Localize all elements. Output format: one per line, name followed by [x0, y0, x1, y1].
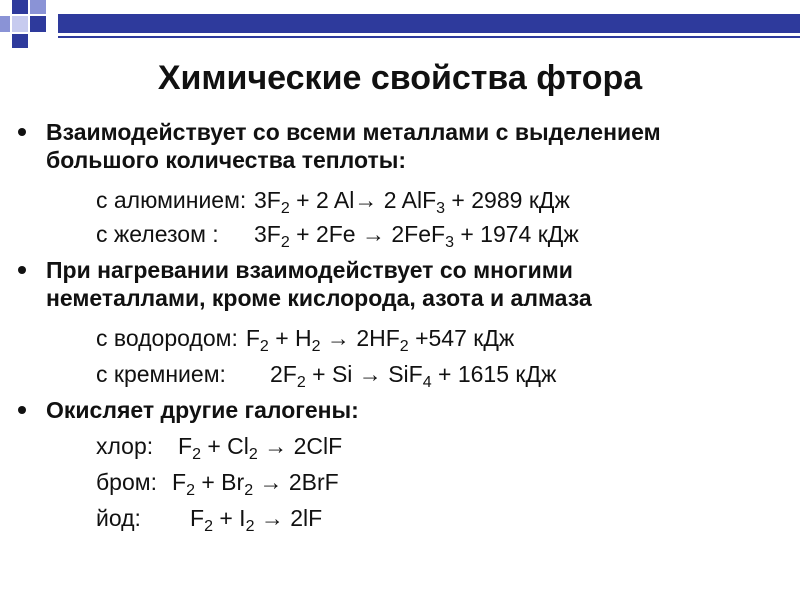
corner-square [0, 16, 10, 32]
equation-line [0, 186, 800, 217]
equation-label: с кремнием: [96, 361, 226, 387]
slide-title: Химические свойства фтора [157, 59, 643, 97]
corner-square [12, 34, 28, 48]
equation-line [0, 220, 800, 251]
bullet-dot [18, 406, 26, 414]
bullet-text: неметаллами, кроме кислорода, азота и алмаза [46, 285, 592, 311]
equation-label: йод: [96, 505, 141, 531]
corner-square [12, 0, 28, 14]
equation-formula: $F_2 + I_2 \to 2lF$ [190, 505, 323, 535]
bullet-text: Взаимодействует со всеми металлами с выделением [46, 119, 661, 145]
equation-label: с водородом: [96, 325, 238, 351]
equation-line [0, 504, 800, 535]
equation-line [0, 432, 800, 463]
corner-square [12, 16, 28, 32]
header-rule [58, 36, 800, 38]
bullet-item [0, 396, 800, 424]
corner-square [30, 0, 46, 14]
equation-label: хлор: [96, 433, 154, 459]
equation-label: с алюминием: [96, 187, 247, 213]
equation-formula: $3F_2 + 2$ Al→ 2 AlF$_3$ + 2989 кДж [254, 187, 570, 217]
equation-line [0, 324, 800, 355]
equation-line [0, 468, 800, 499]
equation-label: с железом : [96, 221, 219, 247]
equation-label: бром: [96, 469, 157, 495]
bullet-item [0, 256, 800, 312]
equation-formula: $F_2 + H_2 \to 2HF_2 +547$ кДж [245, 325, 515, 355]
equation-formula: $2F_2 + Si \to SiF_4 + 1615$ кДж [270, 361, 557, 391]
slide-content [0, 118, 800, 535]
corner-decoration [0, 0, 60, 50]
bullet-text: большого количества теплоты: [46, 147, 407, 173]
bullet-text: Окисляет другие галогены: [46, 397, 359, 423]
corner-square [30, 16, 46, 32]
bullet-item [0, 118, 800, 174]
equation-line [0, 360, 800, 391]
equation-formula: $F_2 + Br_2 \to 2BrF$ [172, 469, 339, 499]
bullet-dot [18, 128, 26, 136]
bullet-text: При нагревании взаимодействует со многими [46, 257, 573, 283]
equation-formula: $3F_2 + 2Fe \to 2FeF_3 + 1974$ кДж [254, 221, 579, 251]
equation-formula: $F_2 + Cl_2 \to 2ClF$ [178, 433, 343, 463]
bullet-dot [18, 266, 26, 274]
header-bar [58, 14, 800, 33]
